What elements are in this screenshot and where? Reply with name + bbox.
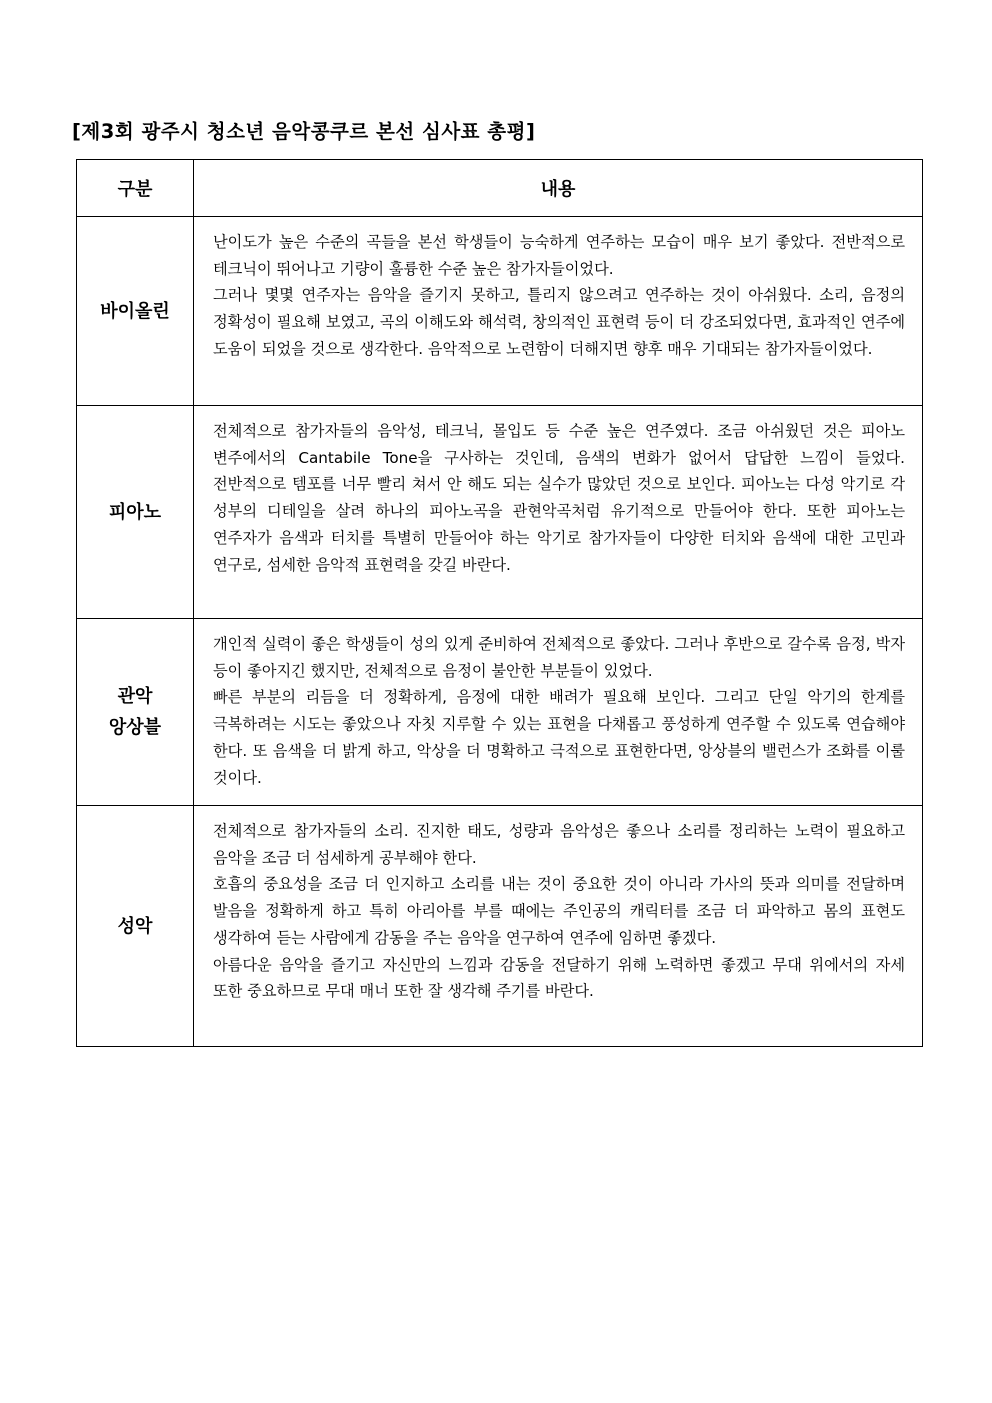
table-row-wind-ensemble (77, 619, 923, 806)
content-vocal (194, 806, 923, 1047)
table-row-vocal (77, 806, 923, 1047)
content-piano (194, 406, 923, 619)
paragraph: 빠른 부분의 리듬을 더 정확하게, 음정에 대한 배려가 필요해 보인다. 그리고 단일 악기의 한계를 극복하려는 시도는 좋았으나 자칫 지루할 수 있는 표현을 다채롭고 풍성하게 연주할 수 있도록 연습해야 한다. 또 음색을 더 밝게 하고, 악상을 더 명확하고 극적으로 표현한다면, 앙상블의 밸런스가 조화를 이룰 것이다. (213, 688, 905, 787)
content-violin (194, 217, 923, 406)
review-table (76, 159, 923, 1047)
paragraph: 호흡의 중요성을 조금 더 인지하고 소리를 내는 것이 중요한 것이 아니라 가사의 뜻과 의미를 전달하며 발음을 정확하게 하고 특히 아리아를 부를 때에는 주인공의 캐릭터를 조금 더 파악하고 몸의 표현도 생각하여 듣는 사람에게 감동을 주는 음악을 연구하여 연주에 임하면 좋겠다. (213, 875, 905, 947)
document-title: [제3회 광주시 청소년 음악콩쿠르 본선 심사표 총평] (72, 120, 536, 143)
paragraph: 전체적으로 참가자들의 음악성, 테크닉, 몰입도 등 수준 높은 연주였다. 조금 아쉬웠던 것은 피아노 변주에서의 Cantabile Tone을 구사하는 것인데, 음색의 변화가 없어서 답답한 느낌이 들었다. 전반적으로 템포를 너무 빨리 쳐서 안 해도 되는 실수가 많았던 것으로 보인다. 피아노는 다성 악기로 각 성부의 디테일을 살려 하나의 피아노곡을 관현악곡처럼 유기적으로 만들어야 한다. 또한 피아노는 연주자가 음색과 터치를 특별히 만들어야 하는 악기로 참가자들이 다양한 터치와 음색에 대한 고민과 연구로, 섬세한 음악적 표현력을 갖길 바란다. (213, 422, 905, 574)
table-row-piano (77, 406, 923, 619)
category-label-line-2: 앙상블 (108, 717, 162, 738)
category-violin (77, 217, 194, 406)
category-label: 바이올린 (100, 300, 170, 322)
paragraph: 전체적으로 참가자들의 소리. 진지한 태도, 성량과 음악성은 좋으나 소리를 정리하는 노력이 필요하고 음악을 조금 더 섬세하게 공부해야 한다. (213, 822, 905, 867)
category-piano (77, 406, 194, 619)
category-label-line-1: 관악 (117, 686, 153, 707)
category-wind-ensemble (77, 619, 194, 806)
header-content: 내용 (194, 160, 923, 217)
content-wind-ensemble (194, 619, 923, 806)
category-label: 성악 (117, 915, 153, 937)
paragraph: 난이도가 높은 수준의 곡들을 본선 학생들이 능숙하게 연주하는 모습이 매우 보기 좋았다. 전반적으로 테크닉이 뛰어나고 기량이 훌륭한 수준 높은 참가자들이었다. (213, 233, 905, 278)
table-row-violin (77, 217, 923, 406)
paragraph: 아름다운 음악을 즐기고 자신만의 느낌과 감동을 전달하기 위해 노력하면 좋겠고 무대 위에서의 자세 또한 중요하므로 무대 매너 또한 잘 생각해 주기를 바란다. (213, 955, 905, 1001)
paragraph: 그러나 몇몇 연주자는 음악을 즐기지 못하고, 틀리지 않으려고 연주하는 것이 아쉬웠다. 소리, 음정의 정확성이 필요해 보였고, 곡의 이해도와 해석력, 창의적인 표현력 등이 더 강조되었다면, 효과적인 연주에 도움이 되었을 것으로 생각한다. 음악적으로 노련함이 더해지면 향후 매우 기대되는 참가자들이었다. (213, 286, 905, 358)
header-category: 구분 (77, 160, 194, 217)
paragraph: 개인적 실력이 좋은 학생들이 성의 있게 준비하여 전체적으로 좋았다. 그러나 후반으로 갈수록 음정, 박자 등이 좋아지긴 했지만, 전체적으로 음정이 불안한 부분들이 있었다. (213, 635, 905, 680)
category-vocal (77, 806, 194, 1047)
table-header-row (77, 160, 923, 217)
category-label: 피아노 (108, 501, 162, 523)
